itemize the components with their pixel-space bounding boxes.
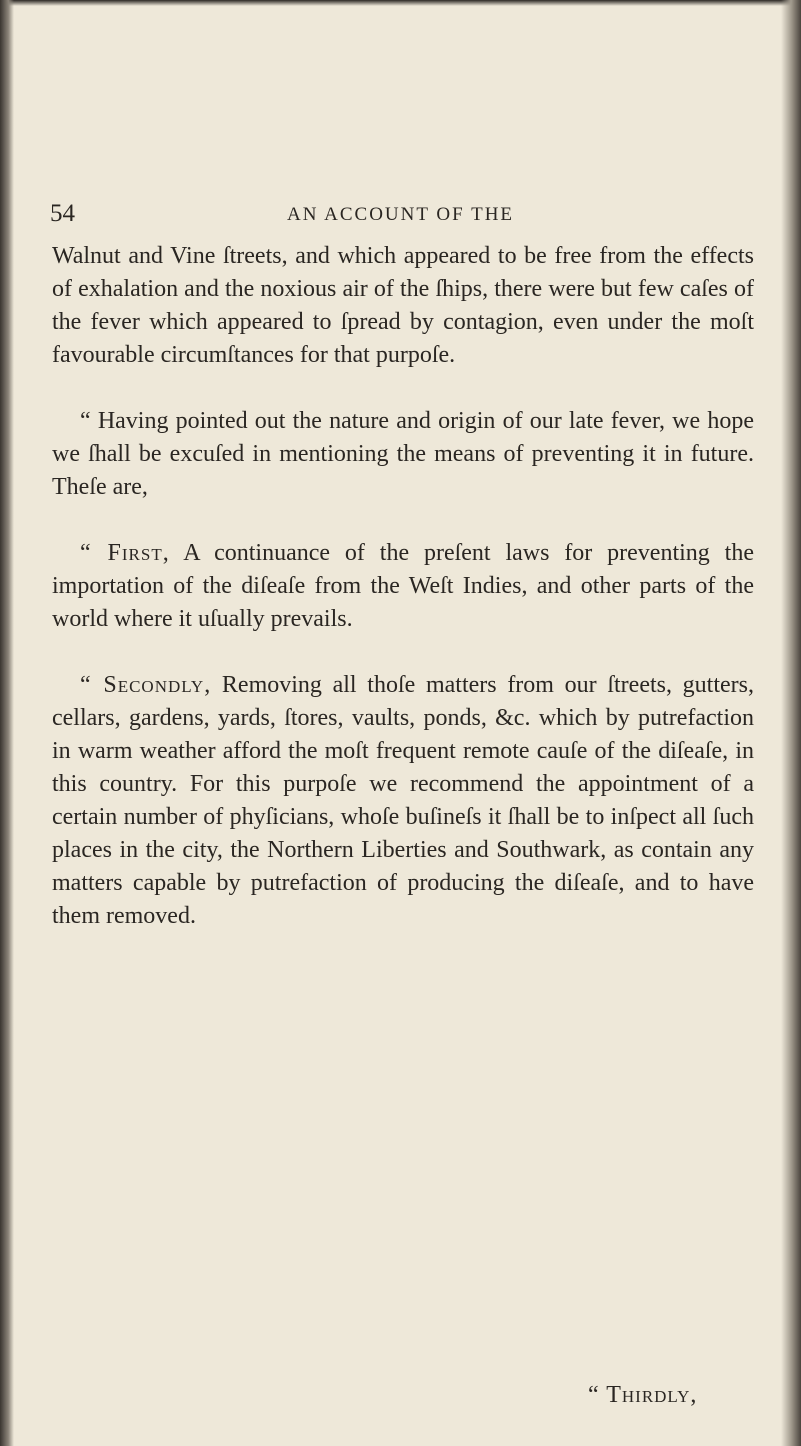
paragraph-2-text: “ Having pointed out the nature and origin of our late fever, we hope we ſhall be excuſed in mentioning the means of preventing it in future. Theſe are, (52, 408, 754, 500)
paragraph-1-text: Walnut and Vine ſtreets, and which appeared to be free from the effects of exhalation and the noxious air of the ſhips, there were but few caſes of the fever which appeared to ſpread by contagion, even under the moſt favourable circumſtances for that purpoſe. (52, 243, 754, 368)
page-number: 54 (50, 200, 75, 227)
running-head: AN ACCOUNT OF THE (287, 204, 515, 225)
page-edge-shadow-top (0, 0, 801, 6)
page-edge-shadow-right (781, 0, 801, 1446)
paragraph-4-lead: “ Secondly, (80, 672, 212, 698)
catchword: “ Thirdly, (588, 1382, 698, 1408)
body-text (52, 240, 754, 966)
page-gutter-shadow (0, 0, 14, 1446)
paragraph-3 (52, 537, 754, 636)
paragraph-3-text: A continuance of the preſent laws for preventing the importation of the diſeaſe from the Weſt Indies, and other parts of the world where it uſually prevails. (52, 540, 754, 632)
page-header (50, 200, 750, 240)
paragraph-4-text: Removing all thoſe matters from our ſtreets, gutters, cellars, gardens, yards, ſtores, vaults, ponds, &c. which by putrefaction in warm weather afford the moſt frequent remote cauſe of the diſeaſe, in this country. For this purpoſe we recommend the appointment of a certain number of phyſicians, whoſe buſineſs it ſhall be to inſpect all ſuch places in the city, the Northern Liberties and Southwark, as contain any matters capable by putrefaction of producing the diſeaſe, and to have them removed. (52, 672, 755, 929)
paragraph-4 (52, 669, 754, 933)
paragraph-1 (52, 240, 754, 372)
paragraph-2 (52, 405, 754, 504)
paragraph-3-lead: “ First, (80, 540, 170, 566)
